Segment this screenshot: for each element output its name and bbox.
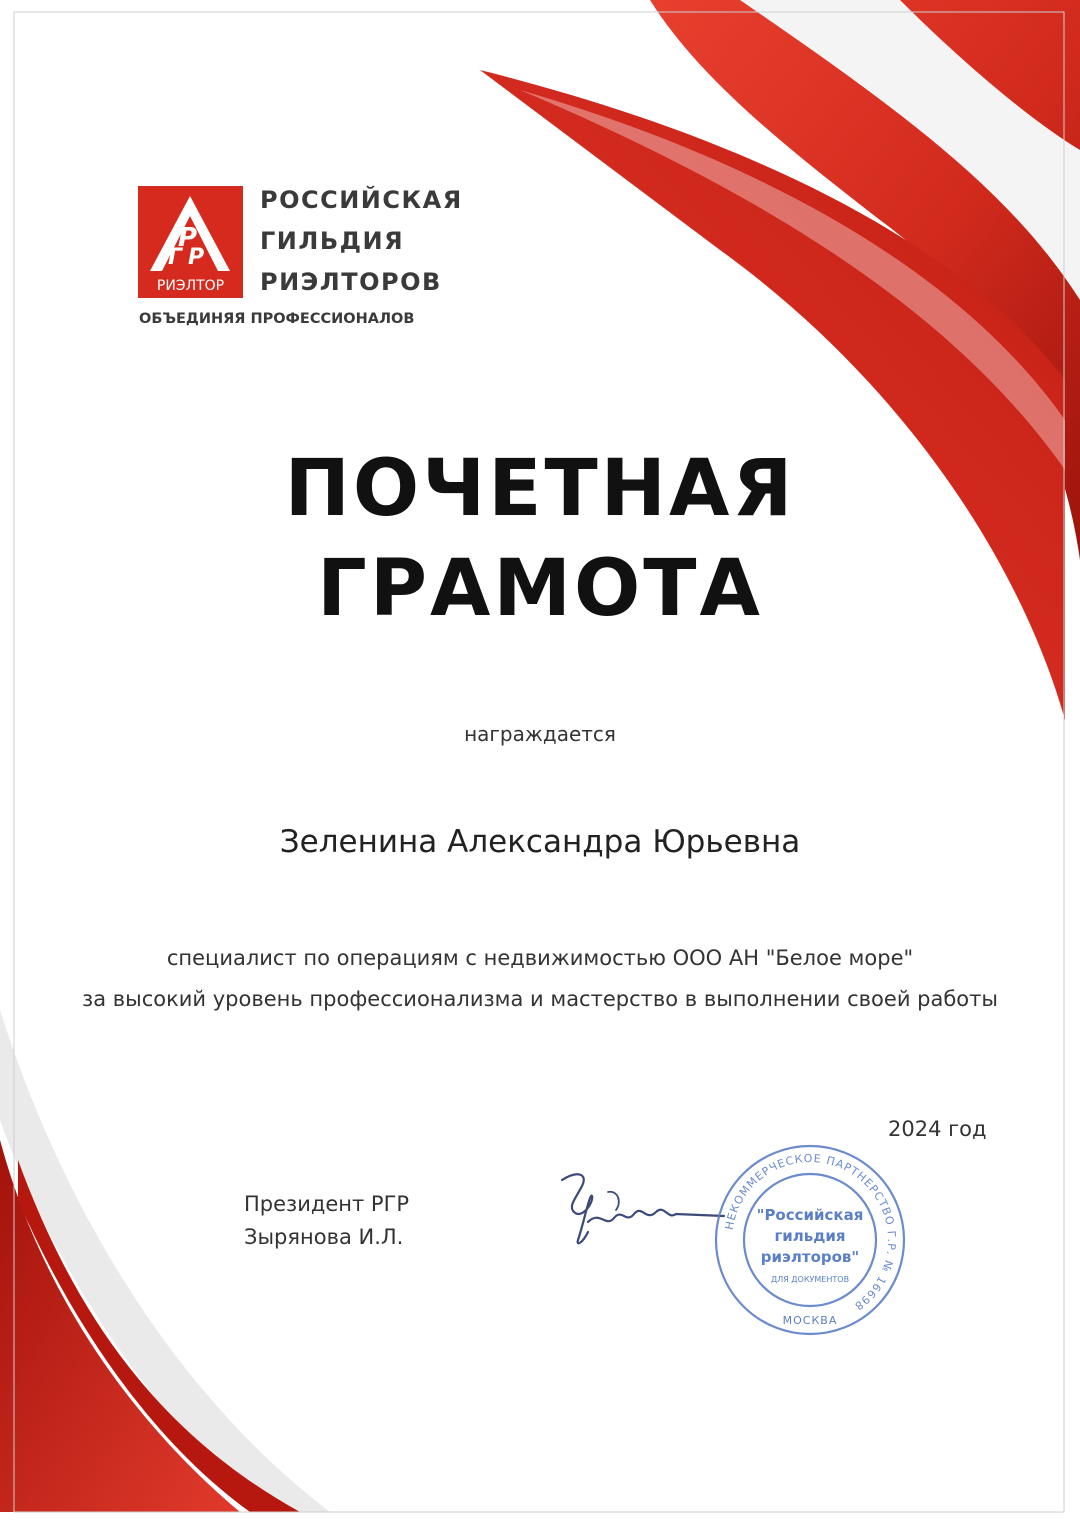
stamp-inner-line-2: гильдия: [774, 1227, 846, 1245]
title-line-1: ПОЧЕТНАЯ: [284, 444, 796, 534]
recipient-name: Зеленина Александра Юрьевна: [279, 824, 801, 860]
org-name-line-3: РИЭЛТОРОВ: [260, 268, 442, 296]
stamp-city: МОСКВА: [782, 1314, 838, 1327]
svg-text:Р: Р: [178, 223, 198, 253]
org-tagline: ОБЪЕДИНЯЯ ПРОФЕССИОНАЛОВ: [139, 311, 415, 327]
svg-text:Р: Р: [188, 245, 205, 270]
awarded-label: награждается: [464, 722, 616, 746]
org-name-line-2: ГИЛЬДИЯ: [260, 227, 405, 255]
signatory-position: Президент РГР: [244, 1192, 410, 1216]
logo-emblem-text: РИЭЛТОР: [156, 278, 225, 294]
svg-text:Г: Г: [168, 245, 183, 270]
stamp-outer-text: НЕКОММЕРЧЕСКОЕ ПАРТНЕРСТВО Г.Р. № 16698: [722, 1151, 899, 1314]
org-name-line-1: РОССИЙСКАЯ: [260, 186, 463, 214]
description-line-1: специалист по операциям с недвижимостью ООО АН "Белое море": [166, 946, 914, 970]
year-label: 2024 год: [888, 1117, 987, 1141]
organization-stamp-icon: [712, 1142, 908, 1338]
stamp-inner-line-1: "Российская: [756, 1206, 864, 1224]
signatory-name: Зырянова И.Л.: [244, 1225, 404, 1249]
stamp-inner-line-3: риэлторов": [760, 1248, 860, 1266]
stamp-bottom-small: ДЛЯ ДОКУМЕНТОВ: [770, 1275, 850, 1284]
rgr-logo-icon: [138, 186, 243, 298]
title-line-2: ГРАМОТА: [317, 544, 763, 634]
description-line-2: за высокий уровень профессионализма и мастерство в выполнении своей работы: [82, 987, 998, 1011]
signature-icon: [548, 1162, 728, 1254]
